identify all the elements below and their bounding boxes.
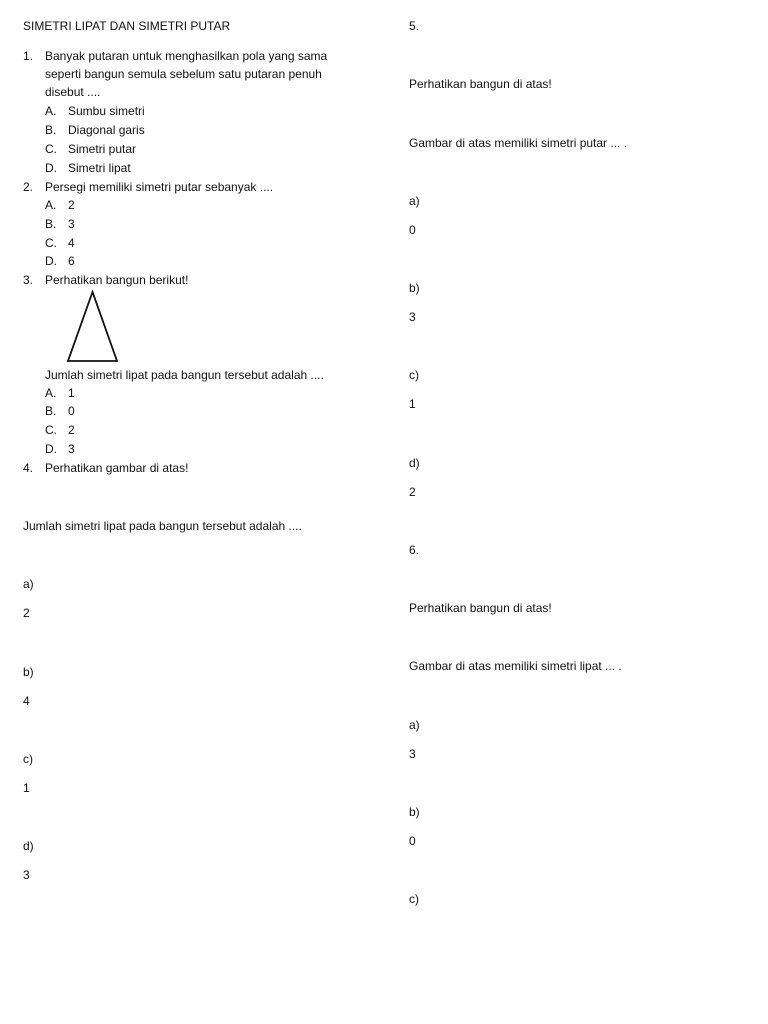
q4-option-c-letter: c) [23,752,33,766]
q4-option-c-value: 1 [23,781,30,795]
option-letter: B. [45,123,57,137]
q6-question: Gambar di atas memiliki simetri lipat ... . [409,659,622,673]
q1-line-2: seperti bangun semula sebelum satu putaran penuh [45,67,322,81]
q6-option-b-value: 0 [409,834,416,848]
q6-option-a-value: 3 [409,747,416,761]
triangle-figure [64,289,122,365]
option-letter: C. [45,423,57,437]
q5-option-a-value: 0 [409,223,416,237]
q2-option-c [45,234,75,253]
q3-option-c [45,421,75,440]
q6-option-c-letter: c) [409,892,419,906]
page-title: SIMETRI LIPAT DAN SIMETRI PUTAR [23,19,231,33]
option-letter: D. [45,254,57,268]
option-text: 1 [68,386,75,400]
q2-option-b [45,215,75,234]
q3-question: Jumlah simetri lipat pada bangun tersebut adalah .... [45,368,324,382]
q3-option-a [45,384,75,403]
q6-number: 6. [409,543,420,557]
q4-option-d-value: 3 [23,868,30,882]
q5-option-c-letter: c) [409,368,419,382]
q4-option-a-value: 2 [23,606,30,620]
option-text: 2 [68,198,75,212]
option-text: 3 [68,442,75,456]
q4-question: Jumlah simetri lipat pada bangun tersebut adalah .... [23,519,302,533]
option-text: 2 [68,423,75,437]
option-text: Simetri lipat [68,161,131,175]
option-letter: B. [45,404,57,418]
q5-option-b-value: 3 [409,310,416,324]
option-letter: C. [45,236,57,250]
option-letter: B. [45,217,57,231]
q3-number: 3. [23,273,34,287]
q2-text: Persegi memiliki simetri putar sebanyak .... [45,180,274,194]
q5-question: Gambar di atas memiliki simetri putar ... . [409,136,628,150]
q3-option-b [45,402,75,421]
option-text: 0 [68,404,75,418]
option-letter: A. [45,198,57,212]
option-text: 6 [68,254,75,268]
option-letter: A. [45,386,57,400]
option-text: Simetri putar [68,142,137,156]
q1-number: 1. [23,49,34,63]
q4-number: 4. [23,461,34,475]
q5-option-d-value: 2 [409,485,416,499]
option-text: 3 [68,217,75,231]
q6-option-a-letter: a) [409,718,420,732]
q1-option-a [45,102,145,121]
q5-option-d-letter: d) [409,456,420,470]
triangle-shape [68,292,117,361]
q1-line-1: Banyak putaran untuk menghasilkan pola yang sama [45,49,328,63]
q2-number: 2. [23,180,34,194]
option-letter: D. [45,442,57,456]
q5-option-c-value: 1 [409,397,416,411]
option-text: Diagonal garis [68,123,145,137]
option-text: Sumbu simetri [68,104,145,118]
q6-option-b-letter: b) [409,805,420,819]
q3-text: Perhatikan bangun berikut! [45,273,189,287]
q2-option-d [45,252,75,271]
q5-text: Perhatikan bangun di atas! [409,77,552,91]
option-text: 4 [68,236,75,250]
q3-option-d [45,440,75,459]
option-letter: D. [45,161,57,175]
q1-line-3: disebut .... [45,85,101,99]
q5-option-a-letter: a) [409,194,420,208]
q4-text: Perhatikan gambar di atas! [45,461,189,475]
q4-option-b-value: 4 [23,694,30,708]
q4-option-a-letter: a) [23,577,34,591]
q6-text: Perhatikan bangun di atas! [409,601,552,615]
q2-option-a [45,196,75,215]
q1-option-d [45,159,131,178]
q4-option-b-letter: b) [23,665,34,679]
q5-option-b-letter: b) [409,281,420,295]
option-letter: A. [45,104,57,118]
q1-option-b [45,121,145,140]
q4-option-d-letter: d) [23,839,34,853]
q1-option-c [45,140,136,159]
q5-number: 5. [409,19,420,33]
option-letter: C. [45,142,57,156]
